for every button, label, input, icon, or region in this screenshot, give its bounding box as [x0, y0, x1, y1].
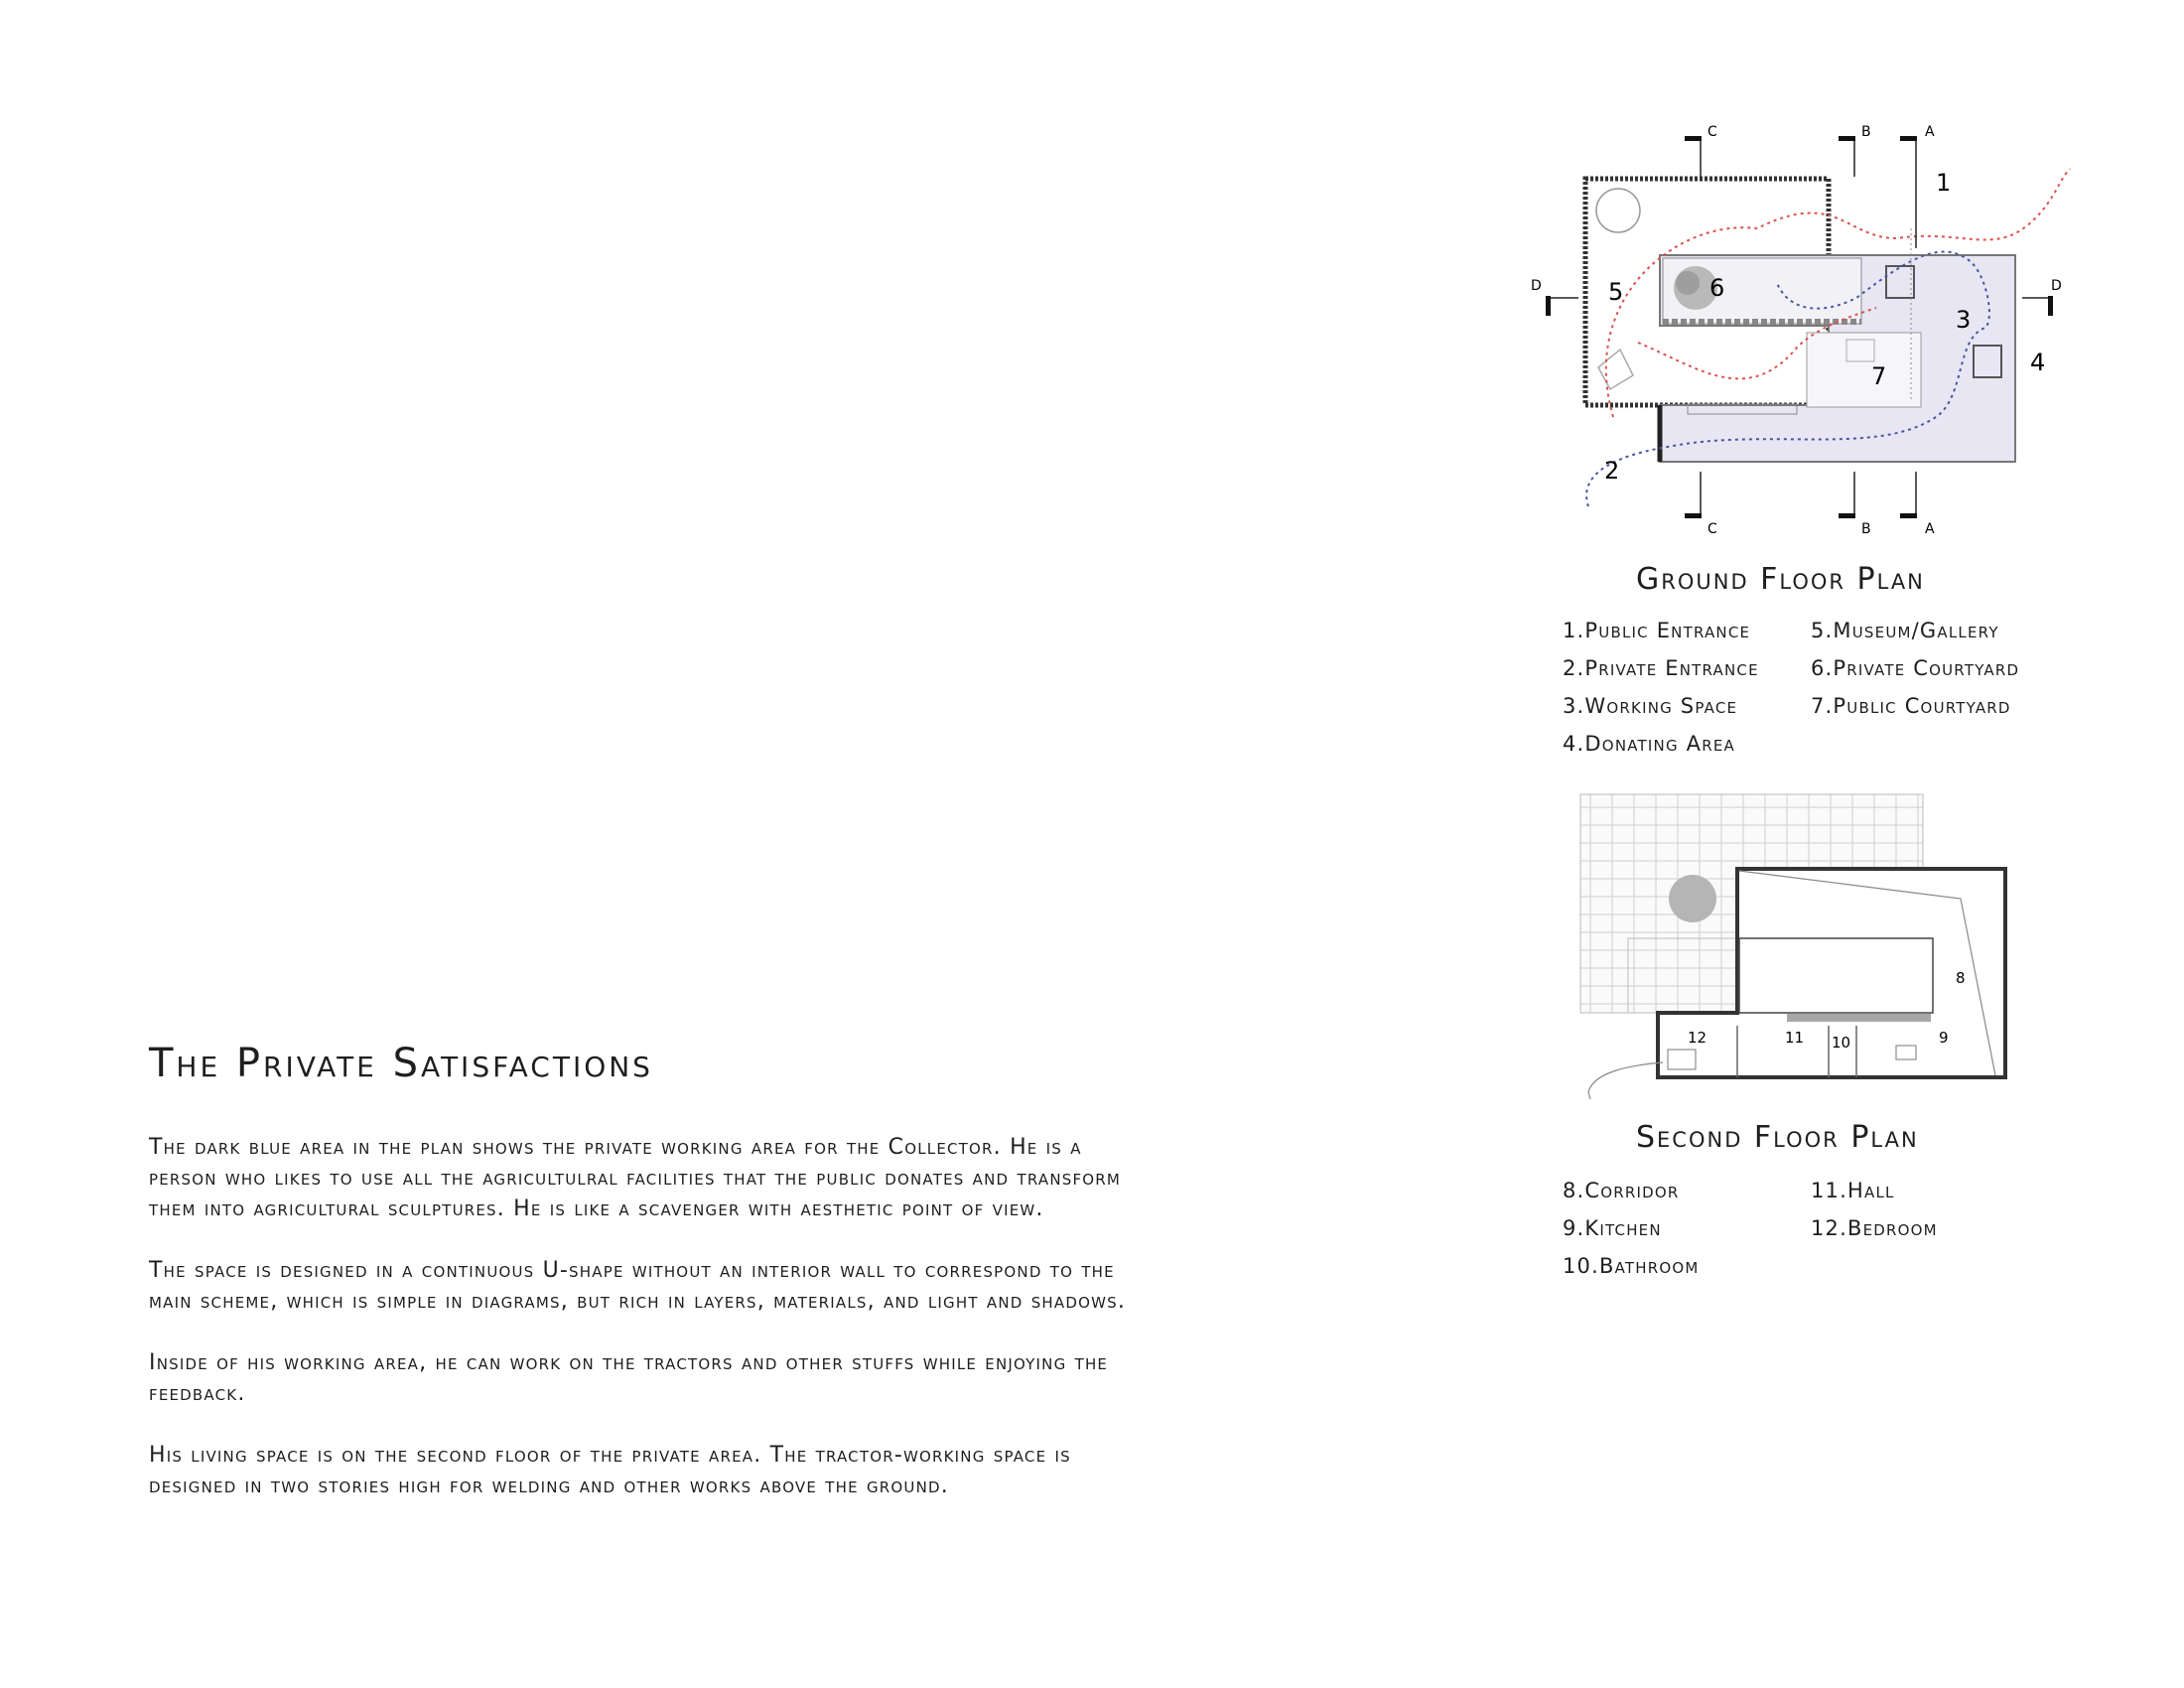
svg-text:A: A [1925, 521, 1935, 537]
legend-item: 12.Bedroom [1811, 1216, 1938, 1240]
legend-item: 10.Bathroom [1563, 1254, 1700, 1278]
legend-item: 6.Private Courtyard [1811, 656, 2020, 680]
tag-4: 4 [2030, 349, 2046, 376]
legend-item: 8.Corridor [1563, 1179, 1680, 1202]
tag-12: 12 [1688, 1029, 1707, 1047]
tag-10: 10 [1832, 1034, 1851, 1052]
tag-8: 8 [1956, 969, 1966, 987]
ground-floor-legend [1563, 619, 2079, 770]
legend-item: 4.Donating Area [1563, 732, 1735, 756]
section-marker-d-right [2022, 278, 2062, 316]
legend-item: 7.Public Courtyard [1811, 694, 2011, 718]
second-floor-plan-title: Second Floor Plan [1636, 1120, 1919, 1155]
corridor-floor [1787, 1014, 1931, 1022]
paragraph-u-shape: The space is designed in a continuous U-shape without an interior wall to correspond to the main scheme, which is simple in diagrams, but rich in layers, materials, and light and shadows. [149, 1258, 1127, 1314]
paragraph-living-space: His living space is on the second floor of the private area. The tractor-working space is designed in two stories high for welding and other works above the ground. [149, 1443, 1071, 1498]
section-marker-a-top [1900, 124, 1935, 248]
svg-text:C: C [1707, 124, 1717, 140]
tree-icon-inner [1676, 271, 1700, 295]
tag-1: 1 [1936, 169, 1952, 197]
svg-text:B: B [1861, 521, 1871, 537]
body-text [149, 1132, 1142, 1532]
tag-2: 2 [1604, 457, 1620, 485]
svg-text:A: A [1925, 124, 1935, 140]
second-floor-legend [1563, 1179, 2079, 1292]
page-title: The Private Satisfactions [149, 1041, 653, 1086]
svg-text:C: C [1707, 521, 1717, 537]
section-marker-b-top [1839, 124, 1871, 177]
tag-6: 6 [1709, 274, 1725, 302]
section-marker-c-bottom [1685, 472, 1717, 537]
svg-text:B: B [1861, 124, 1871, 140]
section-marker-b-bottom [1839, 472, 1871, 537]
legend-item: 2.Private Entrance [1563, 656, 1759, 680]
tag-11: 11 [1785, 1029, 1805, 1047]
legend-item: 1.Public Entrance [1563, 619, 1751, 642]
tag-5: 5 [1608, 278, 1624, 306]
legend-item: 5.Museum/Gallery [1811, 619, 1999, 642]
paragraph-collector: The dark blue area in the plan shows the private working area for the Collector. He is a person who likes to use all the agricultulral facilities that the public donates and transform them into agricultural sculptures. He is like a scavenger with aesthetic point of view. [149, 1135, 1122, 1221]
public-courtyard [1807, 333, 1921, 407]
svg-text:D: D [1531, 278, 1542, 294]
section-marker-c-top [1685, 124, 1717, 177]
legend-item: 9.Kitchen [1563, 1216, 1662, 1240]
legend-item: 11.Hall [1811, 1179, 1895, 1202]
paragraph-working-area: Inside of his working area, he can work on the tractors and other stuffs while enjoying the feedback. [149, 1350, 1109, 1406]
tag-7: 7 [1871, 362, 1887, 390]
section-marker-a-bottom [1900, 472, 1935, 537]
sculpture-icon-2 [1598, 350, 1633, 389]
legend-item: 3.Working Space [1563, 694, 1738, 718]
tag-3: 3 [1956, 306, 1972, 334]
corridor [1739, 938, 1933, 1013]
tree-icon [1669, 875, 1716, 922]
sculpture-icon [1596, 189, 1640, 232]
svg-text:D: D [2051, 278, 2062, 294]
tag-9: 9 [1939, 1029, 1949, 1047]
ground-floor-plan-drawing [1519, 119, 2115, 546]
second-floor-plan-drawing [1569, 789, 2025, 1117]
private-path [1588, 1062, 1663, 1099]
ground-floor-plan-title: Ground Floor Plan [1636, 562, 1925, 597]
section-marker-d-left [1531, 278, 1578, 316]
